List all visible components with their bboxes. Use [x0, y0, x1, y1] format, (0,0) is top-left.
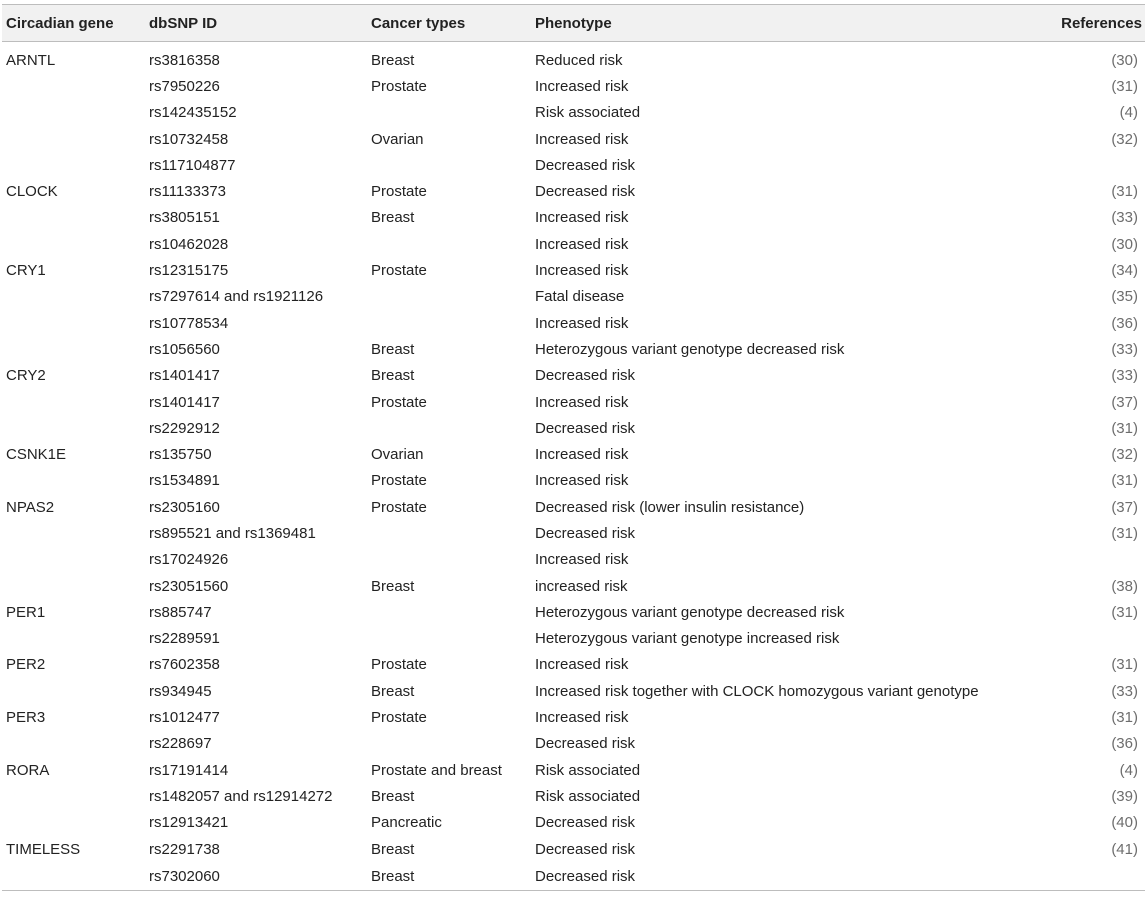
table-row — [2, 389, 1145, 415]
cell-phenotype: Increased risk — [535, 209, 629, 227]
table-row — [2, 336, 1145, 362]
cell-circadian-gene: PER3 — [6, 709, 46, 727]
cell-dbsnp-id: rs1401417 — [149, 367, 220, 385]
cell-dbsnp-id: rs934945 — [149, 682, 212, 700]
cell-dbsnp-id: rs7602358 — [149, 656, 220, 674]
header-cancer-types: Cancer types — [371, 14, 466, 32]
cell-cancer-type: Breast — [371, 367, 415, 385]
cell-phenotype: Decreased risk — [535, 735, 636, 753]
cell-cancer-type: Prostate — [371, 498, 427, 516]
cell-reference: (31) — [1111, 77, 1138, 95]
cell-dbsnp-id: rs7302060 — [149, 867, 220, 885]
cell-dbsnp-id: rs117104877 — [149, 156, 236, 174]
table-row — [2, 836, 1145, 862]
cell-phenotype: Decreased risk — [535, 367, 636, 385]
cell-circadian-gene: TIMELESS — [6, 840, 81, 858]
cell-reference: (36) — [1111, 314, 1138, 332]
cell-cancer-type — [371, 626, 535, 652]
cell-phenotype: increased risk — [535, 577, 628, 595]
cell-phenotype: Increased risk — [535, 446, 629, 464]
table-header — [2, 5, 1145, 42]
header-circadian-gene: Circadian gene — [6, 14, 114, 32]
cell-cancer-type: Breast — [371, 577, 415, 595]
cell-circadian-gene — [2, 415, 149, 441]
cell-reference: (41) — [1111, 840, 1138, 858]
cell-dbsnp-id: rs7950226 — [149, 77, 220, 95]
table-row — [2, 494, 1145, 520]
cell-cancer-type — [371, 284, 535, 310]
cell-cancer-type: Prostate — [371, 183, 427, 201]
cell-cancer-type — [371, 520, 535, 546]
header-references: References — [1061, 14, 1142, 32]
cell-reference: (33) — [1111, 682, 1138, 700]
cell-phenotype: Decreased risk (lower insulin resistance) — [535, 498, 805, 516]
cell-circadian-gene — [2, 389, 149, 415]
cell-cancer-type: Prostate and breast — [371, 761, 502, 779]
cell-dbsnp-id: rs3805151 — [149, 209, 220, 227]
cell-phenotype: Increased risk — [535, 656, 629, 674]
cell-reference — [1005, 626, 1145, 652]
cell-cancer-type: Breast — [371, 340, 415, 358]
cell-cancer-type — [371, 547, 535, 573]
cell-reference: (31) — [1111, 603, 1138, 621]
cell-phenotype: Increased risk — [535, 472, 629, 490]
cell-circadian-gene — [2, 783, 149, 809]
cell-reference: (33) — [1111, 367, 1138, 385]
table-row — [2, 678, 1145, 704]
table-row — [2, 731, 1145, 757]
cell-phenotype: Increased risk — [535, 393, 629, 411]
cell-cancer-type: Breast — [371, 787, 415, 805]
cell-phenotype: Heterozygous variant genotype decreased risk — [535, 340, 845, 358]
cell-circadian-gene — [2, 126, 149, 152]
cell-circadian-gene — [2, 468, 149, 494]
cell-circadian-gene: CSNK1E — [6, 446, 67, 464]
cell-reference: (39) — [1111, 787, 1138, 805]
cell-phenotype: Decreased risk — [535, 867, 636, 885]
table-row — [2, 626, 1145, 652]
cell-dbsnp-id: rs2305160 — [149, 498, 220, 516]
cell-phenotype: Heterozygous variant genotype decreased risk — [535, 603, 845, 621]
cell-cancer-type: Ovarian — [371, 446, 424, 464]
cell-cancer-type: Prostate — [371, 472, 427, 490]
cell-circadian-gene — [2, 573, 149, 599]
cell-circadian-gene — [2, 310, 149, 336]
cell-circadian-gene — [2, 152, 149, 178]
cell-cancer-type — [371, 231, 535, 257]
cell-phenotype: Increased risk — [535, 709, 629, 727]
cell-circadian-gene — [2, 547, 149, 573]
cell-reference — [1005, 547, 1145, 573]
cell-cancer-type — [371, 152, 535, 178]
cell-reference: (38) — [1111, 577, 1138, 595]
cell-cancer-type — [371, 415, 535, 441]
cell-phenotype: Decreased risk — [535, 840, 636, 858]
cell-circadian-gene — [2, 731, 149, 757]
table-row — [2, 810, 1145, 836]
cell-dbsnp-id: rs885747 — [149, 603, 212, 621]
table-body — [2, 42, 1145, 891]
cell-phenotype: Increased risk — [535, 262, 629, 280]
circadian-snp-table — [2, 4, 1145, 891]
cell-cancer-type: Prostate — [371, 709, 427, 727]
cell-phenotype: Fatal disease — [535, 288, 625, 306]
cell-dbsnp-id: rs11133373 — [149, 183, 227, 201]
cell-dbsnp-id: rs2291738 — [149, 840, 220, 858]
cell-dbsnp-id: rs1401417 — [149, 393, 220, 411]
cell-phenotype: Increased risk — [535, 235, 629, 253]
table-row — [2, 704, 1145, 730]
table-row — [2, 284, 1145, 310]
cell-phenotype: Decreased risk — [535, 183, 636, 201]
cell-reference — [1005, 152, 1145, 178]
cell-circadian-gene — [2, 626, 149, 652]
cell-circadian-gene: ARNTL — [6, 51, 56, 69]
table-row — [2, 310, 1145, 336]
cell-circadian-gene: CRY2 — [6, 367, 46, 385]
table-row — [2, 599, 1145, 625]
cell-reference: (31) — [1111, 524, 1138, 542]
cell-cancer-type: Breast — [371, 51, 415, 69]
table-row — [2, 152, 1145, 178]
cell-reference: (31) — [1111, 656, 1138, 674]
cell-reference — [1005, 862, 1145, 891]
cell-phenotype: Increased risk — [535, 77, 629, 95]
cell-reference: (31) — [1111, 709, 1138, 727]
cell-dbsnp-id: rs228697 — [149, 735, 212, 753]
cell-cancer-type: Prostate — [371, 262, 427, 280]
table-row — [2, 520, 1145, 546]
cell-circadian-gene — [2, 284, 149, 310]
cell-dbsnp-id: rs142435152 — [149, 104, 237, 122]
table-row — [2, 573, 1145, 599]
cell-phenotype: Reduced risk — [535, 51, 623, 69]
cell-dbsnp-id: rs7297614 and rs1921126 — [149, 288, 324, 306]
cell-dbsnp-id: rs2289591 — [149, 630, 220, 648]
cell-cancer-type — [371, 100, 535, 126]
table-row — [2, 468, 1145, 494]
cell-dbsnp-id: rs17024926 — [149, 551, 229, 569]
cell-reference: (32) — [1111, 446, 1138, 464]
cell-reference: (30) — [1111, 235, 1138, 253]
cell-reference: (37) — [1111, 498, 1138, 516]
table-row — [2, 178, 1145, 204]
cell-reference: (33) — [1111, 209, 1138, 227]
cell-reference: (4) — [1119, 104, 1138, 122]
cell-cancer-type: Prostate — [371, 77, 427, 95]
cell-phenotype: Increased risk together with CLOCK homozygous variant genotype — [535, 682, 979, 700]
cell-circadian-gene: RORA — [6, 761, 50, 779]
cell-dbsnp-id: rs10778534 — [149, 314, 229, 332]
table-row — [2, 126, 1145, 152]
cell-cancer-type: Prostate — [371, 656, 427, 674]
cell-dbsnp-id: rs3816358 — [149, 51, 220, 69]
cell-reference: (30) — [1111, 51, 1138, 69]
cell-circadian-gene — [2, 231, 149, 257]
cell-dbsnp-id: rs135750 — [149, 446, 212, 464]
cell-phenotype: Risk associated — [535, 104, 641, 122]
cell-dbsnp-id: rs12315175 — [149, 262, 229, 280]
cell-circadian-gene — [2, 205, 149, 231]
cell-phenotype: Decreased risk — [535, 524, 636, 542]
cell-dbsnp-id: rs12913421 — [149, 814, 229, 832]
cell-dbsnp-id: rs1012477 — [149, 709, 220, 727]
table-row — [2, 415, 1145, 441]
table-row — [2, 652, 1145, 678]
table-row — [2, 441, 1145, 467]
table-row — [2, 42, 1145, 74]
header-dbsnp-id: dbSNP ID — [149, 14, 218, 32]
table-row — [2, 862, 1145, 891]
cell-circadian-gene — [2, 810, 149, 836]
table-row — [2, 783, 1145, 809]
cell-dbsnp-id: rs17191414 — [149, 761, 229, 779]
cell-circadian-gene: PER1 — [6, 603, 46, 621]
circadian-snp-table-container — [0, 4, 1145, 915]
cell-phenotype: Decreased risk — [535, 156, 636, 174]
cell-reference: (31) — [1111, 419, 1138, 437]
cell-cancer-type — [371, 599, 535, 625]
header-phenotype: Phenotype — [535, 14, 612, 32]
cell-cancer-type — [371, 731, 535, 757]
cell-circadian-gene — [2, 520, 149, 546]
table-row — [2, 757, 1145, 783]
cell-circadian-gene — [2, 678, 149, 704]
table-row — [2, 363, 1145, 389]
cell-circadian-gene — [2, 73, 149, 99]
cell-cancer-type: Ovarian — [371, 130, 424, 148]
cell-reference: (33) — [1111, 340, 1138, 358]
cell-reference: (31) — [1111, 472, 1138, 490]
cell-dbsnp-id: rs895521 and rs1369481 — [149, 524, 316, 542]
cell-phenotype: Increased risk — [535, 314, 629, 332]
cell-cancer-type: Breast — [371, 209, 415, 227]
cell-reference: (35) — [1111, 288, 1138, 306]
cell-dbsnp-id: rs23051560 — [149, 577, 229, 595]
cell-circadian-gene: PER2 — [6, 656, 46, 674]
cell-circadian-gene — [2, 862, 149, 891]
cell-circadian-gene: CRY1 — [6, 262, 46, 280]
cell-phenotype: Increased risk — [535, 551, 629, 569]
cell-dbsnp-id: rs10732458 — [149, 130, 229, 148]
cell-cancer-type: Pancreatic — [371, 814, 442, 832]
header-row — [2, 5, 1145, 42]
cell-phenotype: Increased risk — [535, 130, 629, 148]
cell-dbsnp-id: rs10462028 — [149, 235, 229, 253]
cell-phenotype: Risk associated — [535, 787, 641, 805]
cell-phenotype: Decreased risk — [535, 814, 636, 832]
cell-phenotype: Heterozygous variant genotype increased risk — [535, 630, 840, 648]
cell-dbsnp-id: rs1056560 — [149, 340, 220, 358]
table-row — [2, 231, 1145, 257]
cell-reference: (32) — [1111, 130, 1138, 148]
cell-cancer-type: Breast — [371, 840, 415, 858]
cell-circadian-gene: CLOCK — [6, 183, 58, 201]
cell-cancer-type: Prostate — [371, 393, 427, 411]
cell-phenotype: Risk associated — [535, 761, 641, 779]
cell-cancer-type — [371, 310, 535, 336]
table-row — [2, 205, 1145, 231]
table-row — [2, 547, 1145, 573]
cell-dbsnp-id: rs2292912 — [149, 419, 220, 437]
cell-reference: (37) — [1111, 393, 1138, 411]
cell-reference: (40) — [1111, 814, 1138, 832]
cell-circadian-gene: NPAS2 — [6, 498, 55, 516]
cell-dbsnp-id: rs1534891 — [149, 472, 220, 490]
cell-circadian-gene — [2, 336, 149, 362]
cell-cancer-type: Breast — [371, 867, 415, 885]
cell-reference: (4) — [1119, 761, 1138, 779]
table-row — [2, 73, 1145, 99]
cell-dbsnp-id: rs1482057 and rs12914272 — [149, 787, 333, 805]
cell-circadian-gene — [2, 100, 149, 126]
cell-reference: (34) — [1111, 262, 1138, 280]
cell-phenotype: Decreased risk — [535, 419, 636, 437]
cell-cancer-type: Breast — [371, 682, 415, 700]
cell-reference: (36) — [1111, 735, 1138, 753]
table-row — [2, 257, 1145, 283]
table-row — [2, 100, 1145, 126]
cell-reference: (31) — [1111, 183, 1138, 201]
